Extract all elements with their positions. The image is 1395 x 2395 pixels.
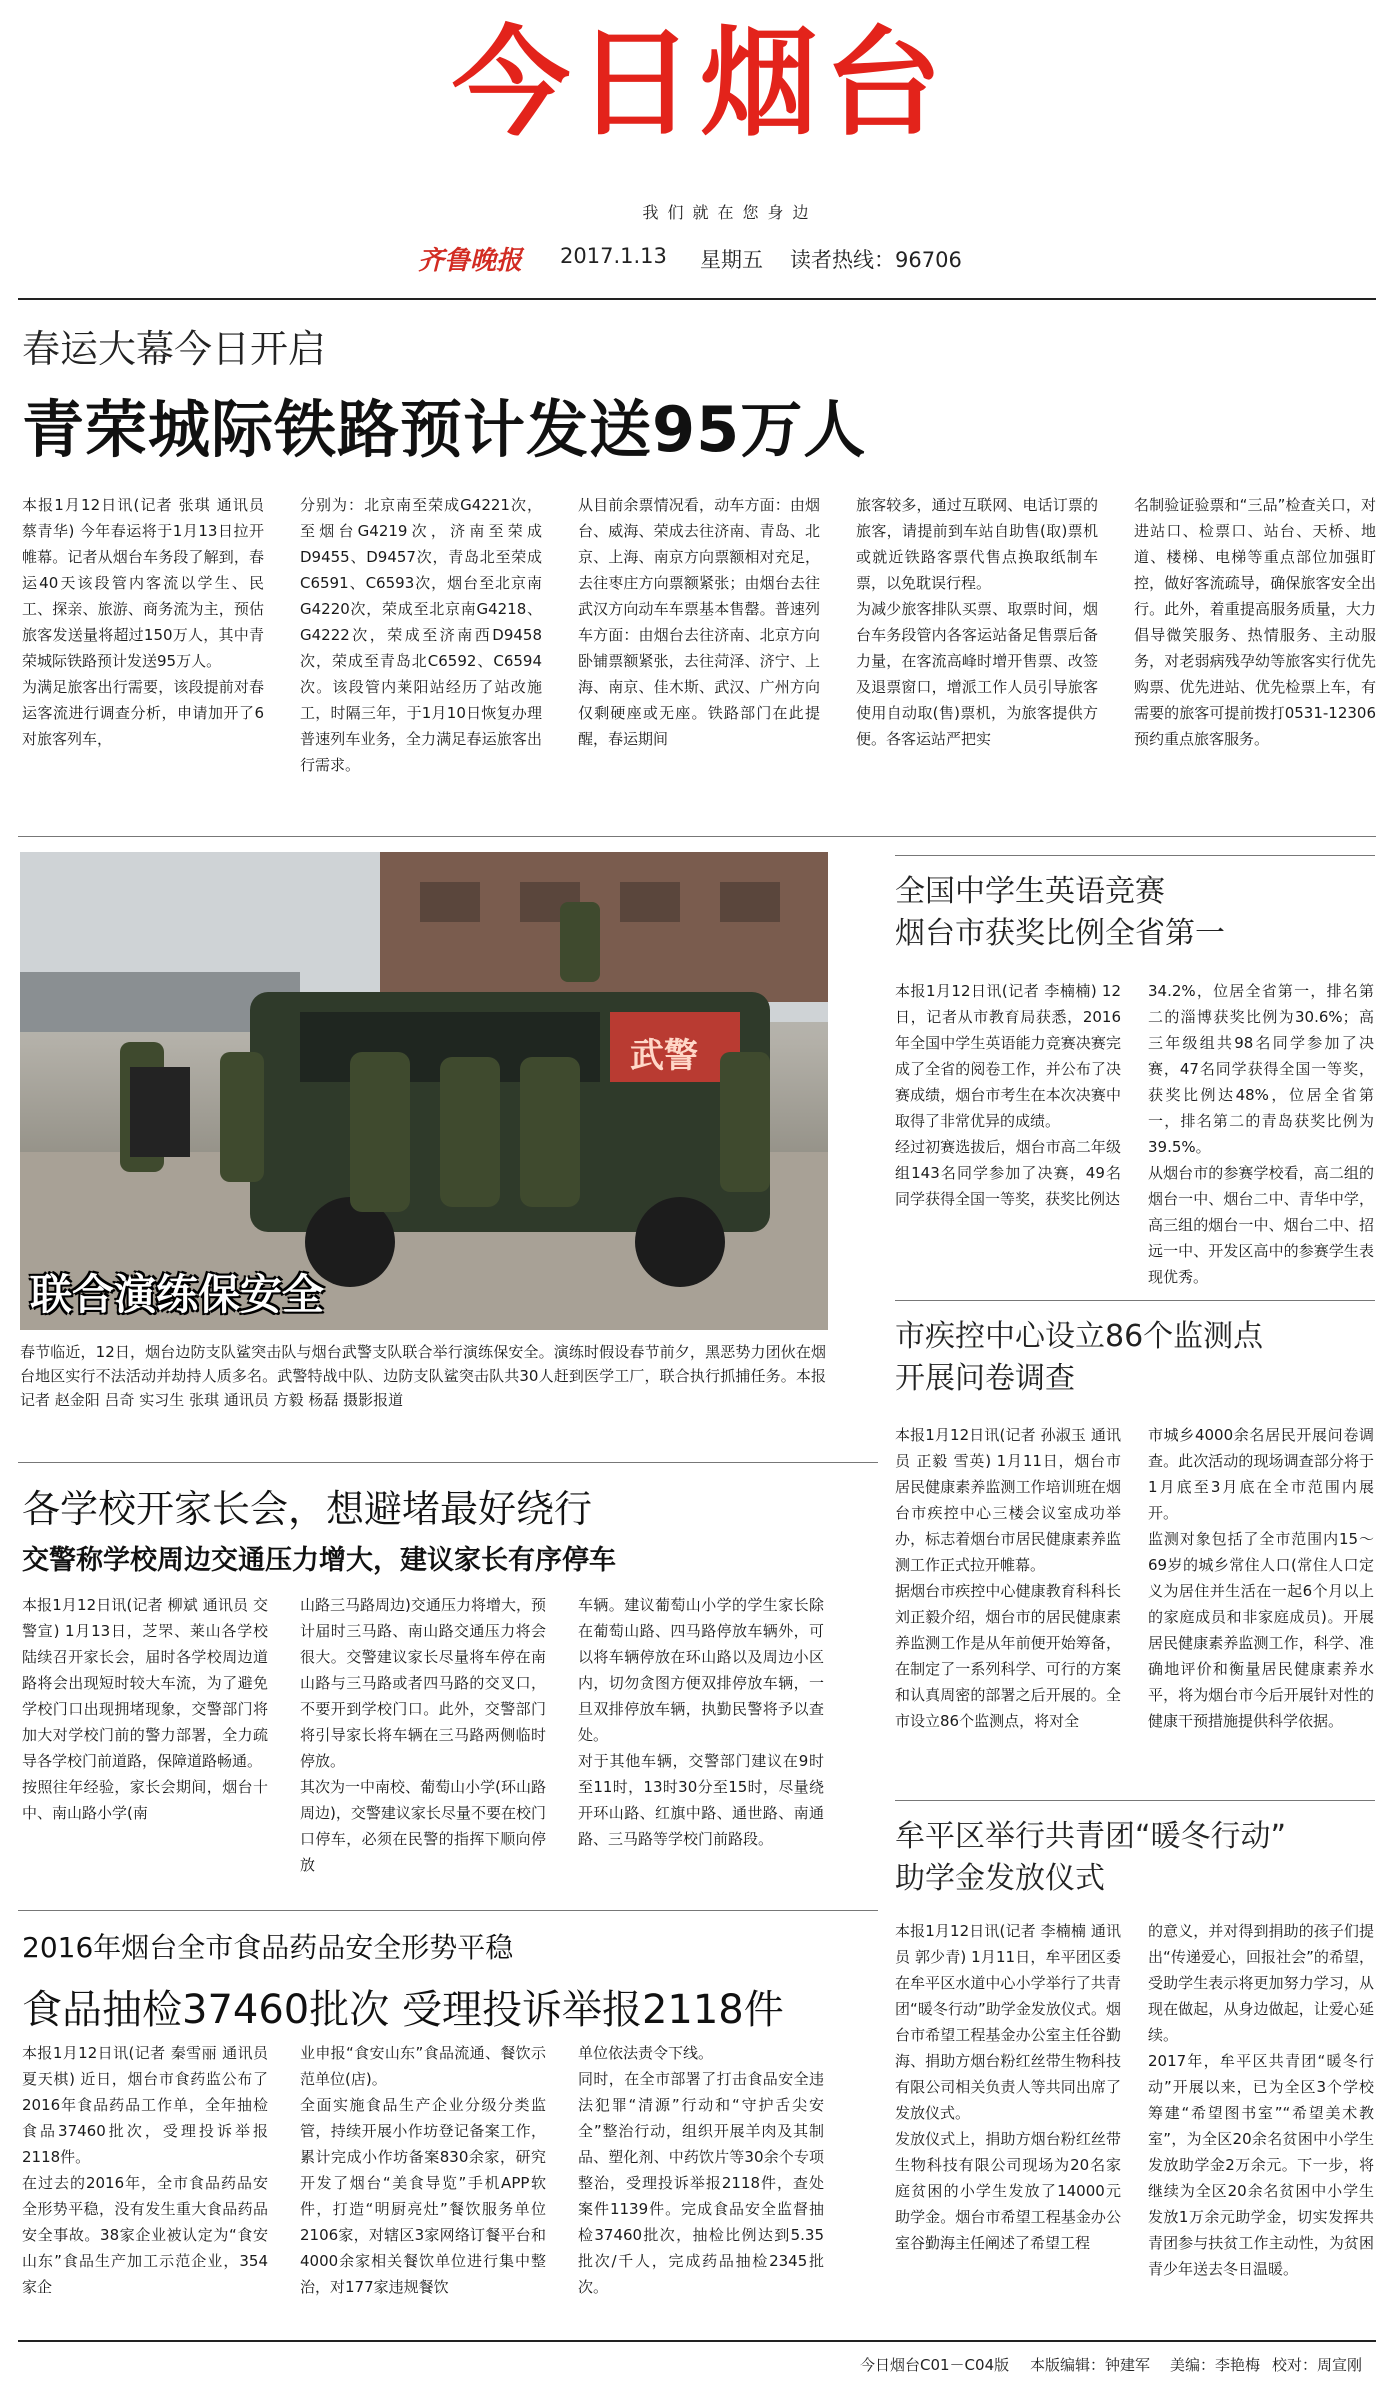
food-column-1: 本报1月12日讯(记者 秦雪丽 通讯员 夏天棋) 近日，烟台市食药监公布了2016年食品药品工作单，全年抽检食品37460批次，受理投诉举报2118件。 在过去的2016年，全市食品药品安全形势平稳，没有发生重大食品药品安全事故。38家企业被认定为“食安山东”食品生产加工示范企业，354家企	[22, 2044, 268, 2296]
youth-headline-1: 牟平区举行共青团“暖冬行动”	[895, 1819, 1287, 1854]
photo-illustration	[20, 852, 828, 1330]
masthead-slogan: 我们就在您身边	[642, 203, 818, 222]
cdc-column-2: 市城乡4000余名居民开展问卷调查。此次活动的现场调查部分将于1月底至3月底在全市范围内展开。 监测对象包括了全市范围内15～69岁的城乡常住人口(常住人口定义为居住并生活在一起6个月以上的家庭成员和非家庭成员)。开展居民健康素养监测工作，科学、准确地评价和衡量居民健康素养水平，将为烟台市今后开展针对性的健康干预措施提供科学依据。	[1148, 1426, 1374, 1730]
parents-column-1: 本报1月12日讯(记者 柳斌 通讯员 交警宣) 1月13日，芝罘、莱山各学校陆续召开家长会，届时各学校周边道路将会出现短时较大车流，为了避免学校门口出现拥堵现象，交警部门将加大对学校门前的警力部署，全力疏导各学校门前道路，保障道路畅通。 按照往年经验，家长会期间，烟台十中、南山路小学(南	[22, 1596, 268, 1822]
lead-column-4: 旅客较多，通过互联网、电话订票的旅客，请提前到车站自助售(取)票机或就近铁路客票代售点换取纸制车票，以免耽误行程。 为减少旅客排队买票、取票时间，烟台车务段管内各客运站备足售票后备力量，在客流高峰时增开售票、改签及退票窗口，增派工作人员引导旅客使用自动取(售)票机，为旅客提供方便。各客运站严把实	[856, 496, 1098, 748]
youth-column-2: 的意义，并对得到捐助的孩子们提出“传递爱心，回报社会”的希望，受助学生表示将更加努力学习，从现在做起，从身边做起，让爱心延续。 2017年，牟平区共青团“暖冬行动”开展以来，已为全区3个学校筹建“希望图书室”“希望美术教室”，为全区20余名贫困中小学生发放助学金2万余元。下一步，将继续为全区20余名贫困中小学生发放1万余元助学金，切实发挥共青团参与扶贫工作主动性，为贫困青少年送去冬日温暖。	[1148, 1922, 1374, 2278]
food-kicker: 2016年烟台全市食品药品安全形势平稳	[22, 1931, 514, 1964]
footer-editor: 本版编辑：钟建军	[1030, 2356, 1151, 2374]
english-column-2: 34.2%，位居全省第一，排名第二的淄博获奖比例为30.6%；高三年级组共98名同学参加了决赛，47名同学获得全国一等奖，获奖比例达48%，位居全省第一，排名第二的青岛获奖比例为39.5%。 从烟台市的参赛学校看，高二组的烟台一中、烟台二中、青华中学，高三组的烟台一中、烟台二中、招远一中、开发区高中的参赛学生表现优秀。	[1148, 982, 1374, 1286]
food-top-rule	[18, 1910, 878, 1911]
footer-edition: 今日烟台C01－C04版	[860, 2356, 1010, 2374]
footer-proofreader: 校对：周宣刚	[1272, 2356, 1363, 2374]
cdc-headline-1: 市疾控中心设立86个监测点	[895, 1319, 1264, 1354]
cdc-column-1: 本报1月12日讯(记者 孙淑玉 通讯员 正毅 雪英) 1月11日，烟台市居民健康素养监测工作培训班在烟台市疾控中心三楼会议室成功举办，标志着烟台市居民健康素养监测工作正式拉开帷幕。 据烟台市疾控中心健康教育科科长刘正毅介绍，烟台市的居民健康素养监测工作是从年前便开始筹备，在制定了一系列科学、可行的方案和认真周密的部署之后开展的。全市设立86个监测点，将对全	[895, 1426, 1121, 1730]
brand-logo: 齐鲁晚报	[418, 246, 523, 276]
footer-rule	[18, 2340, 1376, 2342]
photo-title: 联合演练保安全	[30, 1270, 325, 1319]
youth-top-rule	[895, 1800, 1375, 1801]
english-headline-2: 烟台市获奖比例全省第一	[895, 916, 1225, 951]
youth-column-1: 本报1月12日讯(记者 李楠楠 通讯员 郭少青) 1月11日，牟平团区委在牟平区水道中心小学举行了共青团“暖冬行动”助学金发放仪式。烟台市希望工程基金办公室主任谷勤海、捐助方烟台粉红丝带生物科技有限公司相关负责人等共同出席了发放仪式。 发放仪式上，捐助方烟台粉红丝带生物科技有限公司现场为20名家庭贫困的小学生发放了14000元助学金。烟台市希望工程基金办公室谷勤海主任阐述了希望工程	[895, 1922, 1121, 2252]
masthead-title: 今日烟台	[451, 14, 948, 152]
parents-column-2: 山路三马路周边)交通压力将增大，预计届时三马路、南山路交通压力将会很大。交警建议家长尽量将车停在南山路与三马路或者四马路的交叉口，不要开到学校门口。此外，交警部门将引导家长将车辆在三马路两侧临时停放。 其次为一中南校、葡萄山小学(环山路周边)，交警建议家长尽量不要在校门口停车，必须在民警的指挥下顺向停放	[300, 1596, 546, 1874]
lead-column-3: 从目前余票情况看，动车方面：由烟台、威海、荣成去往济南、青岛、北京、上海、南京方向票额相对充足，去往枣庄方向票额紧张；由烟台去往武汉方向动车车票基本售罄。普速列车方面：由烟台去往济南、北京方向卧铺票额紧张，去往菏泽、济宁、上海、南京、佳木斯、武汉、广州方向仅剩硬座或无座。铁路部门在此提醒，春运期间	[578, 496, 820, 748]
lead-bottom-rule	[18, 836, 1376, 837]
news-photo	[20, 852, 828, 1330]
cdc-headline-2: 开展问卷调查	[895, 1361, 1075, 1396]
food-column-2: 业申报“食安山东”食品流通、餐饮示范单位(店)。 全面实施食品生产企业分级分类监管，持续开展小作坊登记备案工作，累计完成小作坊备案830余家，研究开发了烟台“美食导览”手机APP软件，打造“明厨亮灶”餐饮服务单位2106家，对辖区3家网络订餐平台和4000余家相关餐饮单位进行集中整治，对177家违规餐饮	[300, 2044, 546, 2296]
lead-column-2: 分别为：北京南至荣成G4221次，至烟台G4219次，济南至荣成D9455、D9457次，青岛北至荣成C6591、C6593次，烟台至北京南G4220次，荣成至北京南G4218、G4222次，荣成至济南西D9458次，荣成至青岛北C6592、C6594次。该段管内莱阳站经历了站改施工，时隔三年，于1月10日恢复办理普速列车业务，全力满足春运旅客出行需求。	[300, 496, 542, 774]
lead-column-1: 本报1月12日讯(记者 张琪 通讯员 蔡青华) 今年春运将于1月13日拉开帷幕。记者从烟台车务段了解到，春运40天该段管内客流以学生、民工、探亲、旅游、商务流为主，预估旅客发送量将超过150万人，其中青荣城际铁路预计发送95万人。 为满足旅客出行需要，该段提前对春运客流进行调查分析，申请加开了6对旅客列车，	[22, 496, 264, 748]
parents-headline: 各学校开家长会，想避堵最好绕行	[22, 1487, 593, 1531]
lead-column-5: 名制验证验票和“三品”检查关口，对进站口、检票口、站台、天桥、地道、楼梯、电梯等重点部位加强盯控，做好客流疏导，确保旅客安全出行。此外，着重提高服务质量，大力倡导微笑服务、热情服务、主动服务，对老弱病残孕幼等旅客实行优先购票、优先进站、优先检票上车，有需要的旅客可提前拨打0531-12306预约重点旅客服务。	[1134, 496, 1376, 748]
vehicle-marking: 武警	[630, 1036, 698, 1076]
food-headline: 食品抽检37460批次 受理投诉举报2118件	[22, 1987, 784, 2033]
lead-headline: 青荣城际铁路预计发送95万人	[22, 393, 867, 466]
parents-column-3: 车辆。建议葡萄山小学的学生家长除在葡萄山路、四马路停放车辆外，可以将车辆停放在环山路以及周边小区内，切勿贪图方便双排停放车辆，一旦双排停放车辆，执勤民警将予以查处。 对于其他车辆，交警部门建议在9时至11时，13时30分至15时，尽量绕开环山路、红旗中路、通世路、南通路、三马路等学校门前路段。	[578, 1596, 824, 1848]
food-column-3: 单位依法责令下线。 同时，在全市部署了打击食品安全违法犯罪“清源”行动和“守护舌尖安全”整治行动，组织开展羊肉及其制品、塑化剂、中药饮片等30余个专项整治，受理投诉举报2118件，查处案件1139件。完成食品安全监督抽检37460批次，抽检比例达到5.35批次/千人，完成药品抽检2345批次。	[578, 2044, 824, 2296]
reader-hotline: 读者热线：96706	[790, 248, 962, 272]
parents-top-rule	[18, 1462, 878, 1463]
photo-caption: 春节临近，12日，烟台边防支队鲨突击队与烟台武警支队联合举行演练保安全。演练时假设春节前夕，黑恶势力团伙在烟台地区实行不法活动并劫持人质多名。武警特战中队、边防支队鲨突击队共30人赶到医学工厂，联合执行抓捕任务。本报记者 赵金阳 吕奇 实习生 张琪 通讯员 方毅 杨磊 摄影报道	[20, 1343, 826, 1409]
issue-weekday: 星期五	[700, 248, 763, 272]
footer-designer: 美编：李艳梅	[1170, 2356, 1261, 2374]
lead-kicker: 春运大幕今日开启	[22, 327, 327, 371]
english-column-1: 本报1月12日讯(记者 李楠楠) 12日，记者从市教育局获悉，2016年全国中学生英语能力竞赛决赛完成了全省的阅卷工作，并公布了决赛成绩，烟台市考生在本次决赛中取得了非常优异的成绩。 经过初赛选拔后，烟台市高二年级组143名同学参加了决赛，49名同学获得全国一等奖，获奖比例达	[895, 982, 1121, 1208]
masthead-rule	[18, 298, 1376, 300]
cdc-top-rule	[895, 1300, 1375, 1301]
parents-subhead: 交警称学校周边交通压力增大，建议家长有序停车	[22, 1545, 616, 1576]
issue-date: 2017.1.13	[560, 244, 667, 268]
right-top-rule	[895, 855, 1375, 856]
youth-headline-2: 助学金发放仪式	[895, 1861, 1105, 1896]
english-headline-1: 全国中学生英语竞赛	[895, 874, 1165, 909]
